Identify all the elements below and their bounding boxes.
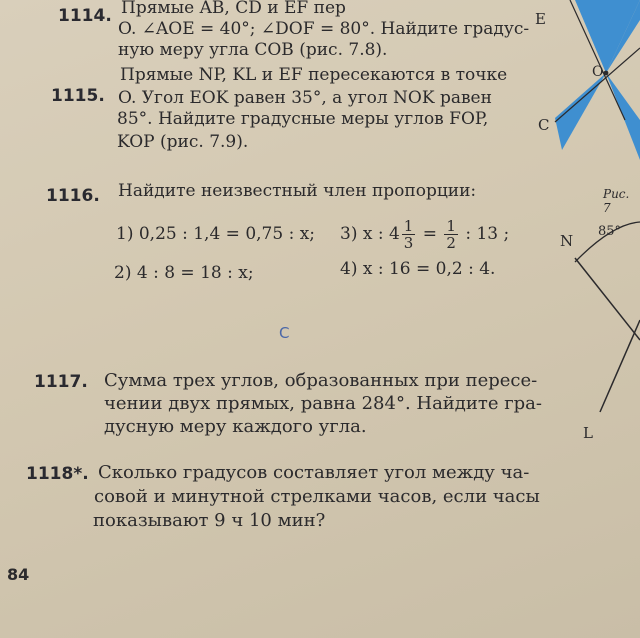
figure-label-c: C bbox=[538, 116, 550, 134]
item-3-prefix: 3) x : 4 bbox=[340, 224, 400, 244]
page-number: 84 bbox=[7, 565, 30, 584]
problem-number-1114: 1114. bbox=[58, 6, 112, 26]
item-3-equals: = bbox=[422, 224, 437, 244]
figure-caption: Рис. 7 bbox=[603, 187, 630, 215]
figure-angle-label: 85° bbox=[598, 224, 622, 239]
problem-1114-line-3: ную меру угла COB (рис. 7.8). bbox=[118, 40, 388, 60]
figure-7-9-line-L bbox=[600, 320, 640, 412]
problem-number-1117: 1117. bbox=[34, 372, 88, 392]
problem-1117-line-1: Сумма трех углов, образованных при пересе- bbox=[104, 370, 538, 391]
problem-1115-line-3: 85°. Найдите градусные меры углов FOP, bbox=[117, 109, 489, 129]
problem-1117-line-2: чении двух прямых, равна 284°. Найдите гра- bbox=[104, 393, 542, 414]
problem-1117-line-3: дусную меру каждого угла. bbox=[104, 416, 367, 437]
figure-blue-sector-top bbox=[575, 0, 640, 73]
item-3-suffix: : 13 ; bbox=[465, 224, 510, 244]
section-marker: C bbox=[279, 324, 290, 342]
figure-label-n: N bbox=[560, 232, 574, 250]
problem-number-1116: 1116. bbox=[46, 186, 100, 206]
problem-1114-line-1: Прямые AB, CD и EF пер bbox=[121, 0, 346, 18]
problem-1115-line-2: O. Угол EOK равен 35°, а угол NOK равен bbox=[118, 88, 492, 108]
fraction-one-third: $\frac{1}{3}$ bbox=[403, 217, 414, 252]
figure-label-l: L bbox=[583, 424, 593, 442]
problem-1118-line-1: Сколько градусов составляет угол между ча- bbox=[98, 462, 530, 483]
problem-1115-line-1: Прямые NP, KL и EF пересекаются в точке bbox=[120, 65, 508, 85]
problem-1114-line-2: O. ∠AOE = 40°; ∠DOF = 80°. Найдите градус- bbox=[118, 19, 530, 39]
problem-number-1118: 1118*. bbox=[26, 464, 89, 484]
problem-1116-item-3 bbox=[340, 214, 509, 254]
fraction-one-half: $\frac{1}{2}$ bbox=[446, 217, 456, 252]
problem-1118-line-3: показывают 9 ч 10 мин? bbox=[93, 510, 326, 531]
problem-1116-item-1: 1) 0,25 : 1,4 = 0,75 : x; bbox=[116, 224, 316, 244]
problem-number-1115: 1115. bbox=[51, 86, 105, 106]
figure-label-o: O bbox=[592, 64, 604, 80]
figure-label-e: E bbox=[535, 10, 546, 28]
problem-1116-item-2: 2) 4 : 8 = 18 : x; bbox=[114, 263, 254, 283]
problem-1118-line-2: совой и минутной стрелками часов, если часы bbox=[94, 486, 540, 507]
problem-1116-item-4: 4) x : 16 = 0,2 : 4. bbox=[340, 259, 496, 279]
figure-7-9-line-NL bbox=[575, 258, 640, 340]
problem-1116-title: Найдите неизвестный член пропорции: bbox=[118, 181, 477, 201]
problem-1115-line-4: KOP (рис. 7.9). bbox=[117, 132, 249, 152]
